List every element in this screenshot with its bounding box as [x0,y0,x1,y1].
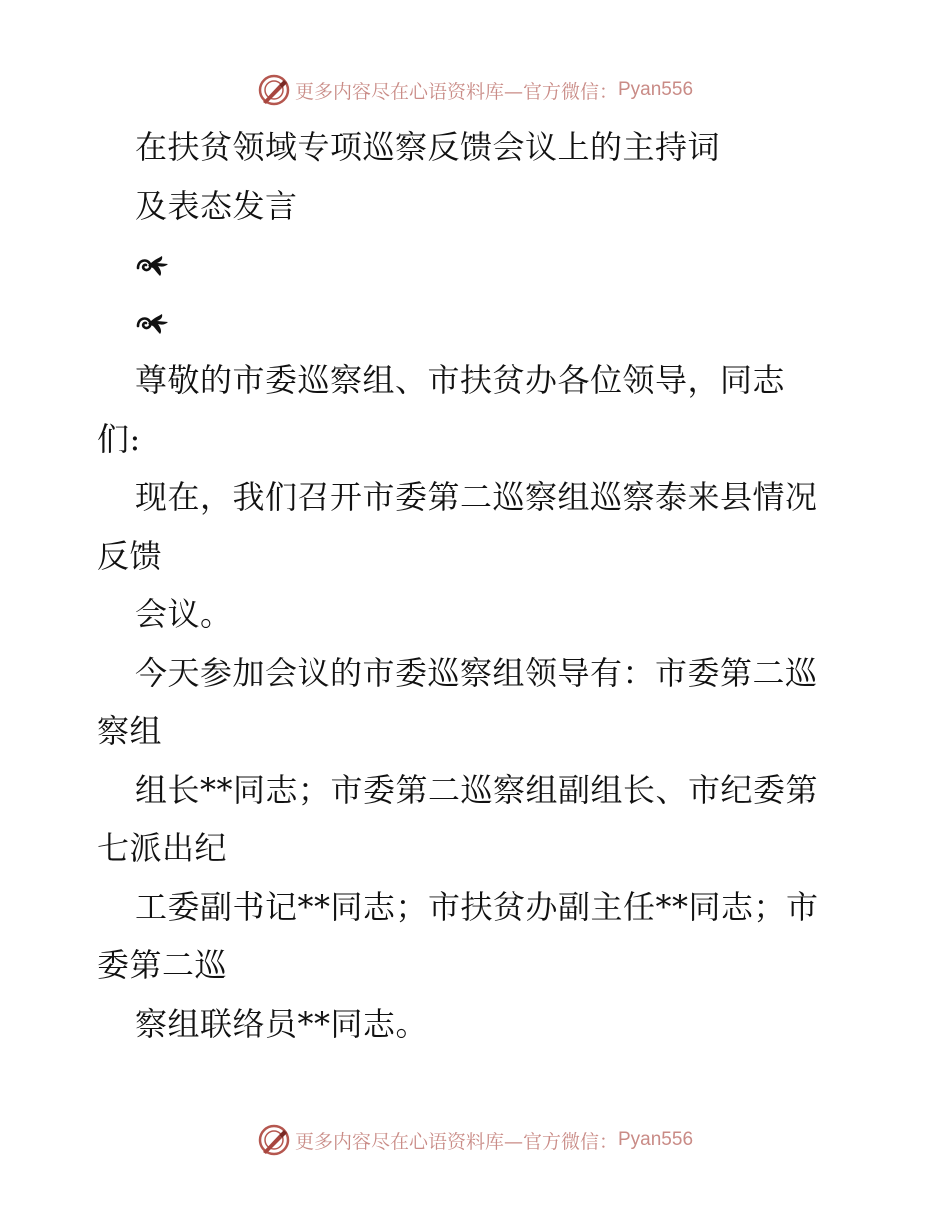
body-line: 现在，我们召开市委第二巡察组巡察泰来县情况 [135,478,818,516]
body-line: 察组联络员**同志。 [135,1005,429,1043]
body-line: 七派出纪 [97,829,228,867]
body-line: 委第二巡 [97,946,228,984]
body-line: 反馈 [97,537,163,575]
body-line: 们: [97,420,141,458]
body-line: 尊敬的市委巡察组、市扶贫办各位领导，同志 [135,361,786,399]
pen-logo-icon [257,1123,291,1157]
pen-logo-icon [257,73,291,107]
watermark-wechat-id: Pyan556 [618,79,694,100]
swash-ornament-icon [135,310,171,336]
header-watermark [0,70,950,110]
watermark-wechat-id: Pyan556 [618,1129,694,1150]
body-line: 组长**同志；市委第二巡察组副组长、市纪委第 [135,771,819,809]
watermark-text: 更多内容尽在心语资料库—官方微信： [294,1130,618,1153]
document-title-line-1: 在扶贫领域专项巡察反馈会议上的主持词 [135,128,721,166]
document-title-line-2: 及表态发言 [135,187,298,225]
body-line: 工委副书记**同志；市扶贫办副主任**同志；市 [135,888,819,926]
swash-ornament-icon [135,252,171,278]
body-line: 会议。 [135,595,233,633]
watermark-text: 更多内容尽在心语资料库—官方微信： [294,80,618,103]
body-line: 今天参加会议的市委巡察组领导有：市委第二巡 [135,654,818,692]
footer-watermark [0,1120,950,1160]
body-line: 察组 [97,712,163,750]
